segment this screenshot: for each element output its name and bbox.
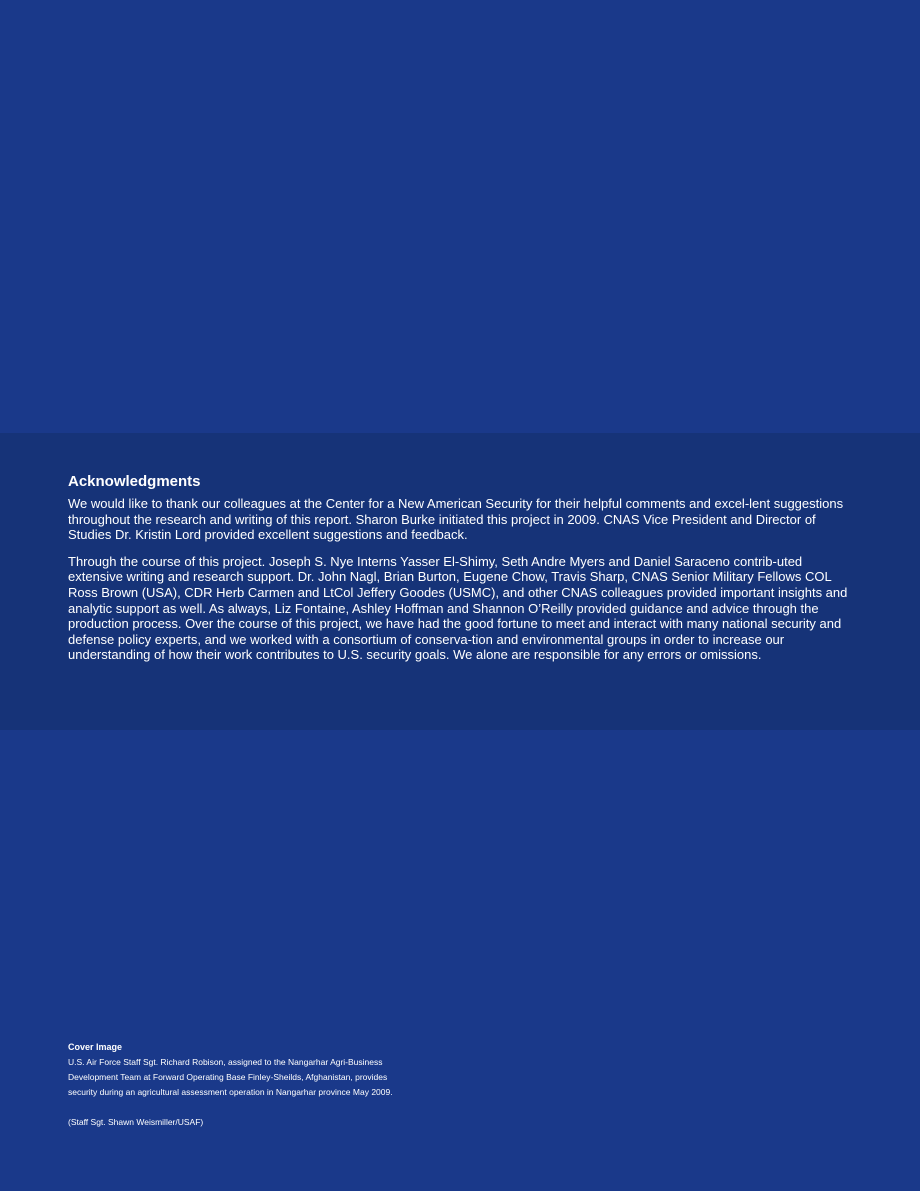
cover-image-title: Cover Image (68, 1042, 123, 1052)
cover-caption-line-3: security during an agricultural assessment operation in Nangarhar province May 2009. (68, 1087, 393, 1097)
photo-credit: (Staff Sgt. Shawn Weismiller/USAF) (68, 1117, 204, 1127)
acknowledgments-paragraph-2: Through the course of this project. Joseph S. Nye Interns Yasser El-Shimy, Seth Andre Myers and Daniel Saraceno contrib-uted extensive writing and research support. Dr. John Nagl, Brian Burton, Eugene Chow, Travis Sharp, CNAS Senior Military Fellows COL Ross Brown (USA), CDR Herb Carmen and LtCol Jeffery Goodes (USMC), and other CNAS colleagues provided important insights and analytic support as well. As always, Liz Fontaine, Ashley Hoffman and Shannon O’Reilly provided guidance and advice through the production process. Over the course of this project, we have had the good fortune to meet and interact with many national security and defense policy experts, and we worked with a consortium of conserva-tion and environmental groups in order to increase our understanding of how their work contributes to U.S. security goals. We alone are responsible for any errors or omissions. (68, 553, 848, 663)
acknowledgments-title: Acknowledgments (68, 473, 201, 490)
acknowledgments-section (0, 433, 920, 730)
cover-caption-line-1: U.S. Air Force Staff Sgt. Richard Robison, assigned to the Nangarhar Agri-Business (68, 1057, 383, 1067)
acknowledgments-content (68, 473, 848, 674)
acknowledgments-paragraph-1: We would like to thank our colleagues at the Center for a New American Security for their helpful comments and excel-lent suggestions throughout the research and writing of this report. Sharon Burke initiated this project in 2009. CNAS Vice President and Director of Studies Dr. Kristin Lord provided excellent suggestions and feedback. (68, 496, 844, 543)
cover-image-caption (68, 1040, 448, 1130)
cover-caption-line-2: Development Team at Forward Operating Base Finley-Sheilds, Afghanistan, provides (68, 1072, 388, 1082)
